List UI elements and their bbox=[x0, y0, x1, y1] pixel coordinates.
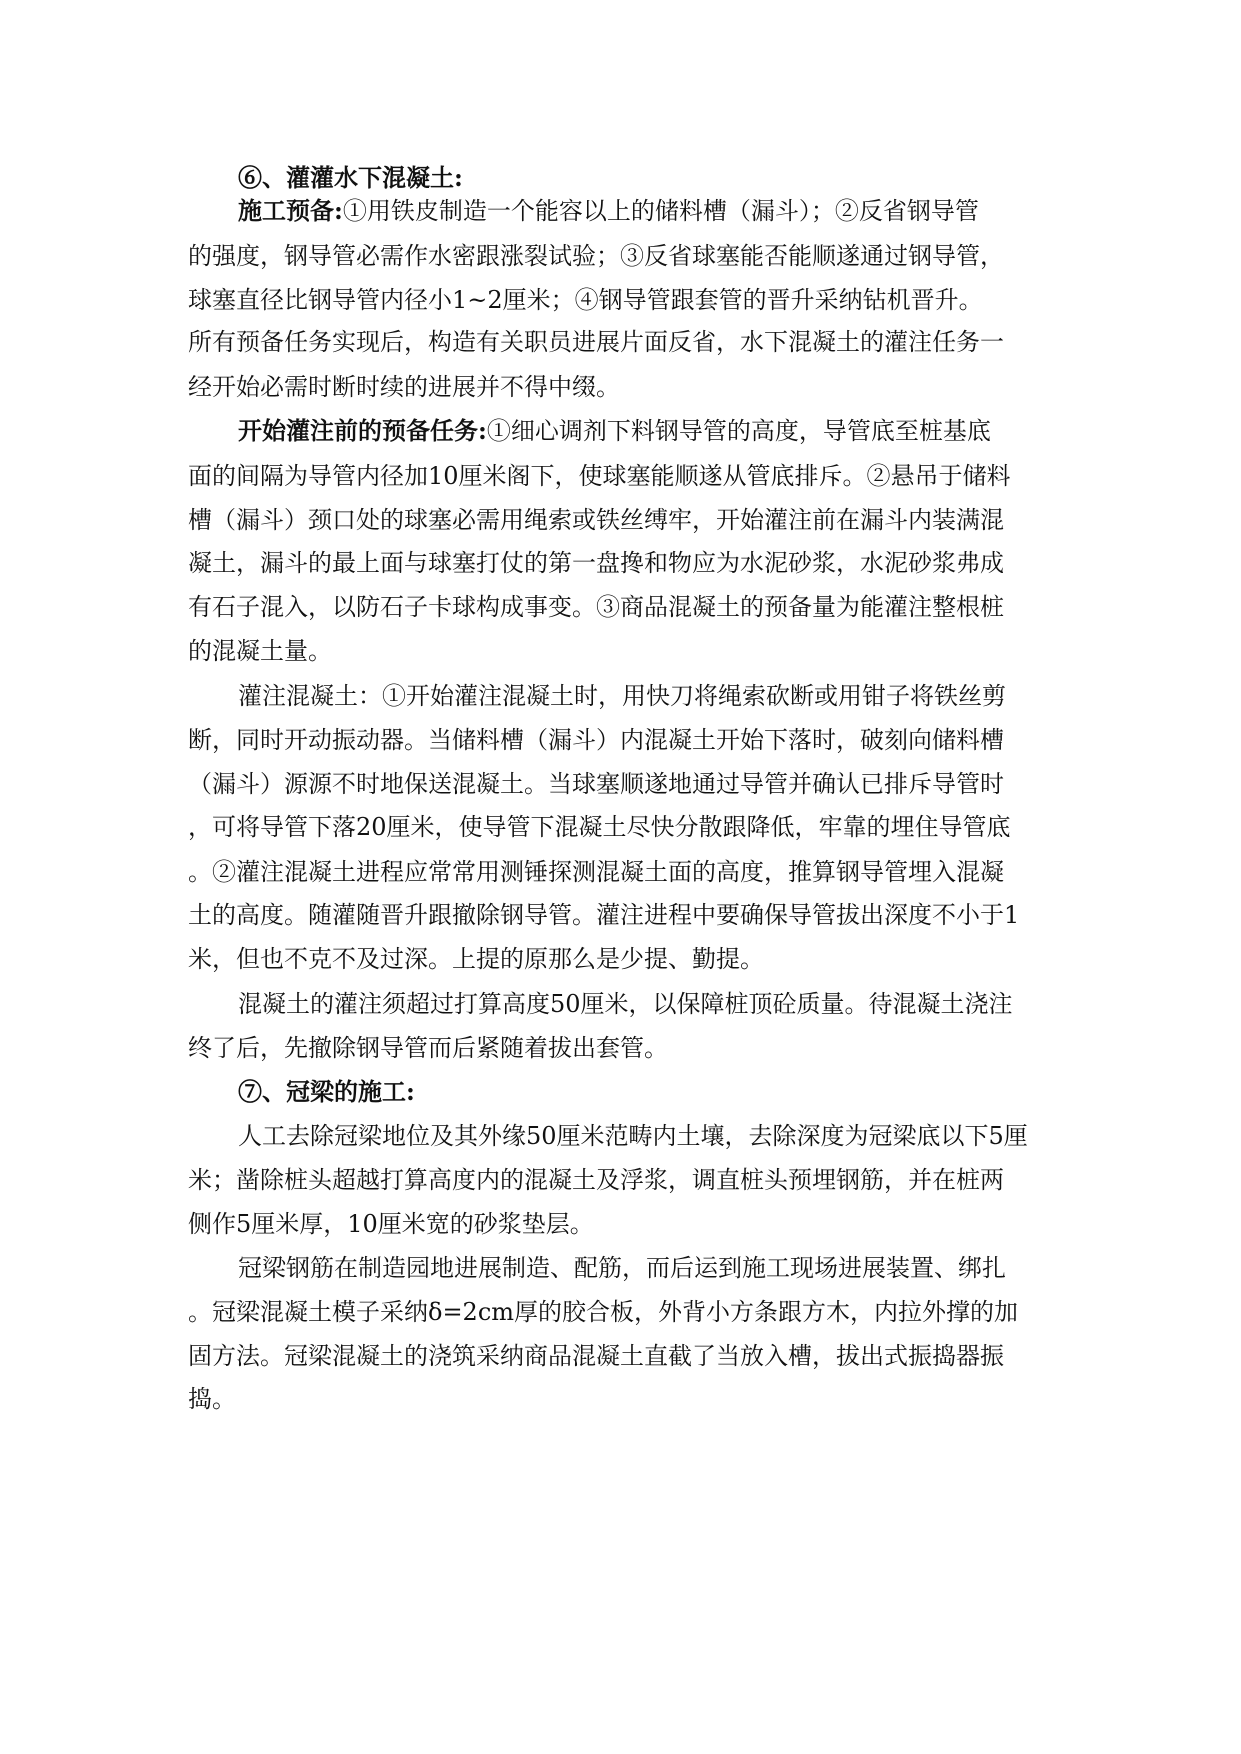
beam-paragraph-line1: 人工去除冠梁地位及其外缘50厘米范畴内土壤，去除深度为冠梁底以下5厘 bbox=[238, 1122, 1028, 1150]
beam-paragraph-line3: 侧作5厘米厚，10厘米宽的砂浆垫层。 bbox=[188, 1210, 594, 1238]
before-paragraph-line4: 凝土，漏斗的最上面与球塞打仗的第一盘搀和物应为水泥砂浆，水泥砂浆弗成 bbox=[188, 549, 1004, 577]
pour-paragraph-line3: （漏斗）源源不时地保送混凝土。当球塞顺遂地通过导管并确认已排斥导管时 bbox=[188, 770, 1004, 798]
section7-heading: ⑦、冠梁的施工: bbox=[238, 1077, 415, 1106]
pour-paragraph-line2: 断，同时开动振动器。当储料槽（漏斗）内混凝土开始下落时，破刻向储料槽 bbox=[188, 726, 1004, 754]
pour-paragraph-line4: ，可将导管下落20厘米，使导管下混凝土尽快分散跟降低，牢靠的埋住导管底 bbox=[188, 813, 1011, 841]
before-label: 开始灌注前的预备任务: bbox=[238, 416, 487, 445]
over-paragraph-line2: 终了后，先撤除钢导管而后紧随着拔出套管。 bbox=[188, 1034, 668, 1062]
prep-paragraph-line2: 的强度，钢导管必需作水密跟涨裂试验；③反省球塞能否能顺遂通过钢导管， bbox=[188, 242, 1004, 270]
pour-paragraph-line5: 。②灌注混凝土进程应常常用测锤探测混凝土面的高度，推算钢导管埋入混凝 bbox=[188, 858, 1004, 886]
rebar-paragraph-line1: 冠梁钢筋在制造园地进展制造、配筋，而后运到施工现场进展装置、绑扎 bbox=[238, 1254, 1006, 1282]
prep-label: 施工预备: bbox=[238, 196, 343, 225]
rebar-paragraph-line3: 固方法。冠梁混凝土的浇筑采纳商品混凝土直截了当放入槽，拔出式振捣器振 bbox=[188, 1342, 1004, 1370]
before-paragraph-line6: 的混凝土量。 bbox=[188, 637, 332, 665]
section6-heading: ⑥、灌灌水下混凝土: bbox=[238, 163, 463, 192]
before-paragraph-line3: 槽（漏斗）颈口处的球塞必需用绳索或铁丝缚牢，开始灌注前在漏斗内装满混 bbox=[188, 506, 1004, 534]
pour-paragraph-line7: 米，但也不克不及过深。上提的原那么是少提、勤提。 bbox=[188, 945, 764, 973]
prep-paragraph-line3: 球塞直径比钢导管内径小1~2厘米；④钢导管跟套管的晋升采纳钻机晋升。 bbox=[188, 286, 983, 314]
prep-paragraph-line5: 经开始必需时断时续的进展并不得中缀。 bbox=[188, 373, 620, 401]
prep-line1-text: ①用铁皮制造一个能容以上的储料槽（漏斗）；②反省钢导管 bbox=[342, 197, 979, 225]
rebar-paragraph-line2: 。冠梁混凝土模子采纳δ=2cm厚的胶合板，外背小方条跟方木，内拉外撑的加 bbox=[188, 1298, 1019, 1326]
pour-paragraph-line1: 灌注混凝土：①开始灌注混凝土时，用快刀将绳索砍断或用钳子将铁丝剪 bbox=[238, 682, 1006, 710]
prep-paragraph-line1 bbox=[238, 196, 979, 226]
before-line1-text: ①细心调剂下料钢导管的高度，导管底至桩基底 bbox=[486, 417, 991, 445]
rebar-paragraph-line4: 捣。 bbox=[188, 1385, 236, 1413]
before-paragraph-line5: 有石子混入，以防石子卡球构成事变。③商品混凝土的预备量为能灌注整根桩 bbox=[188, 593, 1004, 621]
beam-paragraph-line2: 米；凿除桩头超越打算高度内的混凝土及浮浆，调直桩头预埋钢筋，并在桩两 bbox=[188, 1166, 1004, 1194]
before-paragraph-line1 bbox=[238, 416, 991, 446]
pour-paragraph-line6: 土的高度。随灌随晋升跟撤除钢导管。灌注进程中要确保导管拔出深度不小于1 bbox=[188, 901, 1020, 929]
before-paragraph-line2: 面的间隔为导管内径加10厘米阁下，使球塞能顺遂从管底排斥。②悬吊于储料 bbox=[188, 462, 1011, 490]
over-paragraph-line1: 混凝土的灌注须超过打算高度50厘米，以保障桩顶砼质量。待混凝土浇注 bbox=[238, 990, 1013, 1018]
prep-paragraph-line4: 所有预备任务实现后，构造有关职员进展片面反省，水下混凝土的灌注任务一 bbox=[188, 328, 1004, 356]
